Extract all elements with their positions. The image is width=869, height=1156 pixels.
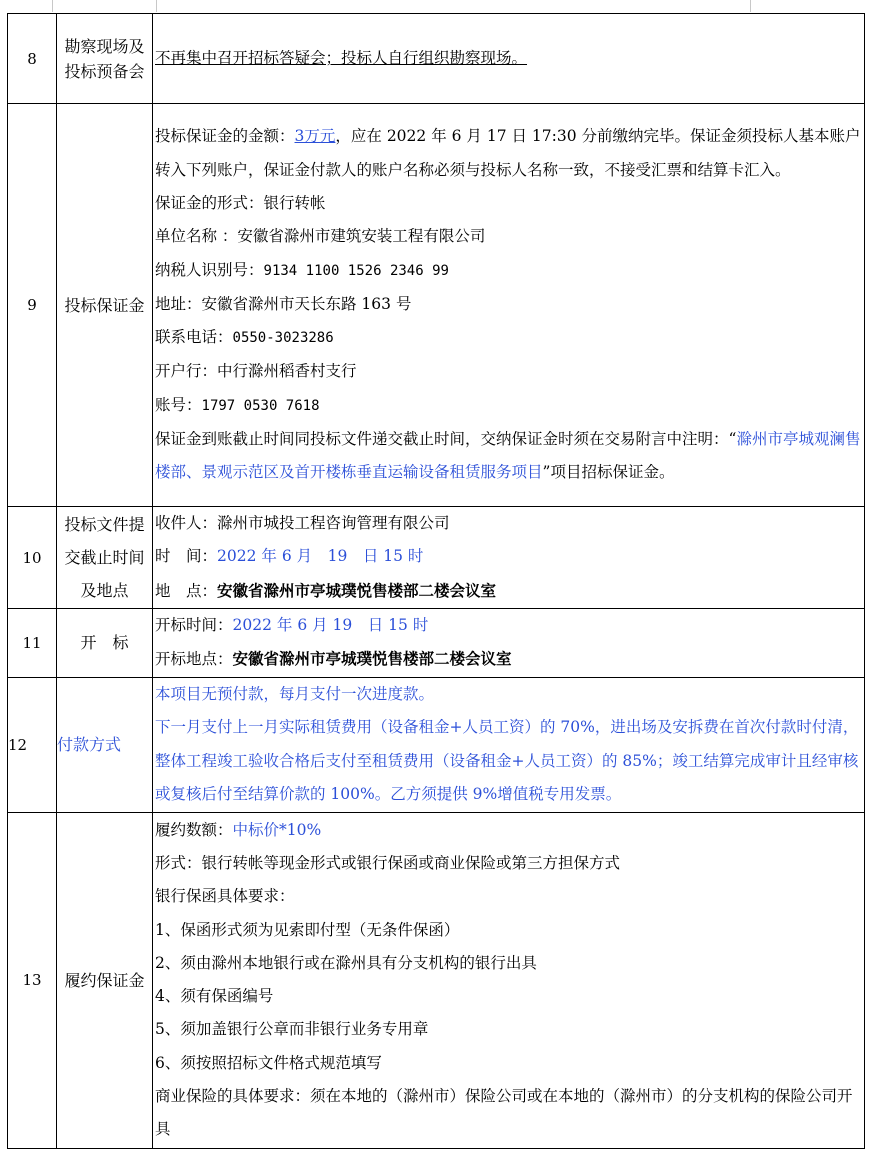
row-label: 履约保证金 [57, 812, 153, 1148]
row-label: 投标保证金 [57, 104, 153, 507]
row-content [153, 14, 865, 104]
row-label [57, 14, 153, 104]
row-content [153, 609, 865, 678]
submission-place [155, 574, 862, 608]
row-number: 11 [8, 609, 57, 678]
row-number: 8 [8, 14, 57, 104]
payment-terms-paragraph: 下一月支付上一月实际租赁费用（设备租金+人员工资）的 70%，进出场及安拆费在首次付款时付清，整体工程竣工验收合格后支付至租赁费用（设备租金+人员工资）的 85%；竣工结算完成审计且经审核或复核后付至结算价款的 100%。乙方须提供 9%增值税专用发票。 [155, 718, 859, 803]
guarantee-req-title: 银行保函具体要求： [155, 887, 295, 906]
table-row-10 [8, 507, 865, 609]
performance-amount-label: 履约数额： [155, 820, 233, 839]
submission-time-value: 2022 年 6 月 19 日 15 时 [217, 547, 424, 566]
submission-time [155, 540, 862, 573]
guarantee-req-1: 1、保函形式须为见索即付型（无条件保函） [155, 920, 460, 939]
guarantee-req-6: 6、须按照招标文件格式规范填写 [155, 1053, 382, 1072]
top-separator [0, 0, 869, 12]
row-content [153, 677, 865, 812]
top-tick [156, 0, 157, 12]
opening-time-label: 开标时间： [155, 616, 233, 634]
row-label: 开 标 [57, 609, 153, 678]
table-row-12 [8, 677, 865, 812]
account-label: 账号： [155, 395, 202, 414]
row-label-text: 勘察现场及投标预备会 [64, 36, 145, 81]
table-row-11 [8, 609, 865, 678]
deposit-amount-value: 3万元 [294, 127, 336, 146]
deposit-amount-suffix: ，应在 2022 年 6 月 17 日 17:30 分前缴纳完毕。保证金须投标人基本账户转入下列账户，保证金付款人的账户名称必须与投标人名称一致，不接受汇票和结算卡汇入。 [155, 127, 861, 179]
row-number: 10 [8, 507, 57, 609]
deposit-phone [155, 321, 862, 355]
performance-form: 形式：银行转帐等现金形式或银行保函或商业保险或第三方担保方式 [155, 853, 621, 872]
row-number: 13 [8, 812, 57, 1148]
row-content [153, 507, 865, 609]
row-label [57, 507, 153, 609]
deposit-account [155, 389, 862, 423]
top-tick [52, 0, 53, 12]
performance-amount [155, 814, 862, 847]
performance-amount-value: 中标价*10% [232, 820, 322, 839]
site-visit-text: 不再集中召开招标答疑会；投标人自行组织勘察现场。 [155, 48, 528, 67]
account-value: 1797 0530 7618 [201, 397, 320, 414]
opening-time-value: 2022 年 6 月 19 日 15 时 [232, 616, 429, 634]
insurance-requirement: 商业保险的具体要求：须在本地的（滁州市）保险公司或在本地的（滁州市）的分支机构的保险公司开具 [155, 1086, 853, 1139]
bid-info-table [7, 13, 865, 1149]
guarantee-req-5: 5、须加盖银行公章而非银行业务专用章 [155, 1020, 429, 1039]
deposit-form: 保证金的形式：银行转帐 [155, 193, 326, 212]
guarantee-req-4: 4、须有保函编号 [155, 987, 274, 1006]
project-name: 滁州市亭城观澜售楼部、景观示范区及首开楼栋垂直运输设备租赁服务项目 [155, 430, 861, 482]
deposit-bank: 开户行：中行滁州稻香村支行 [155, 362, 357, 381]
deposit-address: 地址：安徽省滁州市天长东路 163 号 [155, 294, 412, 313]
tax-id-label: 纳税人识别号： [155, 260, 264, 279]
payment-line-1: 本项目无预付款，每月支付一次进度款。 [155, 685, 435, 703]
phone-value: 0550-3023286 [232, 330, 334, 347]
opening-place-label: 开标地点： [155, 650, 233, 669]
row-number: 9 [8, 104, 57, 507]
opening-place [155, 642, 862, 676]
submission-place-label: 地 点： [155, 581, 218, 600]
deposit-unit-name: 单位名称 ：安徽省滁州市建筑安装工程有限公司 [155, 227, 486, 246]
row-label-text: 投标文件提交截止时间及地点 [64, 515, 145, 600]
deposit-tax-id [155, 254, 862, 288]
row-content [153, 104, 865, 507]
opening-place-value: 安徽省滁州市亭城璞悦售楼部二楼会议室 [232, 649, 512, 669]
opening-time [155, 609, 862, 642]
deposit-amount-label: 投标保证金的金额： [155, 127, 295, 146]
submission-place-value: 安徽省滁州市亭城璞悦售楼部二楼会议室 [217, 580, 497, 600]
table-row-9 [8, 104, 865, 507]
table-row-8 [8, 14, 865, 104]
deadline-prefix: 保证金到账截止时间同投标文件递交截止时间，交纳保证金时须在交易附言中注明：“ [155, 430, 737, 449]
top-tick [750, 0, 751, 12]
submission-time-label: 时 间： [155, 547, 218, 566]
submission-receiver: 收件人：滁州市城投工程咨询管理有限公司 [155, 514, 450, 533]
row-number: 12 [8, 677, 57, 812]
deposit-deadline-paragraph [155, 423, 862, 490]
deposit-amount-paragraph [155, 120, 862, 187]
phone-label: 联系电话： [155, 328, 233, 347]
row-content [153, 812, 865, 1148]
guarantee-req-2: 2、须由滁州本地银行或在滁州具有分支机构的银行出具 [155, 953, 537, 972]
tax-id-value: 9134 1100 1526 2346 99 [263, 262, 449, 279]
deadline-suffix: ”项目招标保证金。 [542, 463, 675, 482]
row-label: 付款方式 [57, 677, 153, 812]
table-row-13 [8, 812, 865, 1148]
